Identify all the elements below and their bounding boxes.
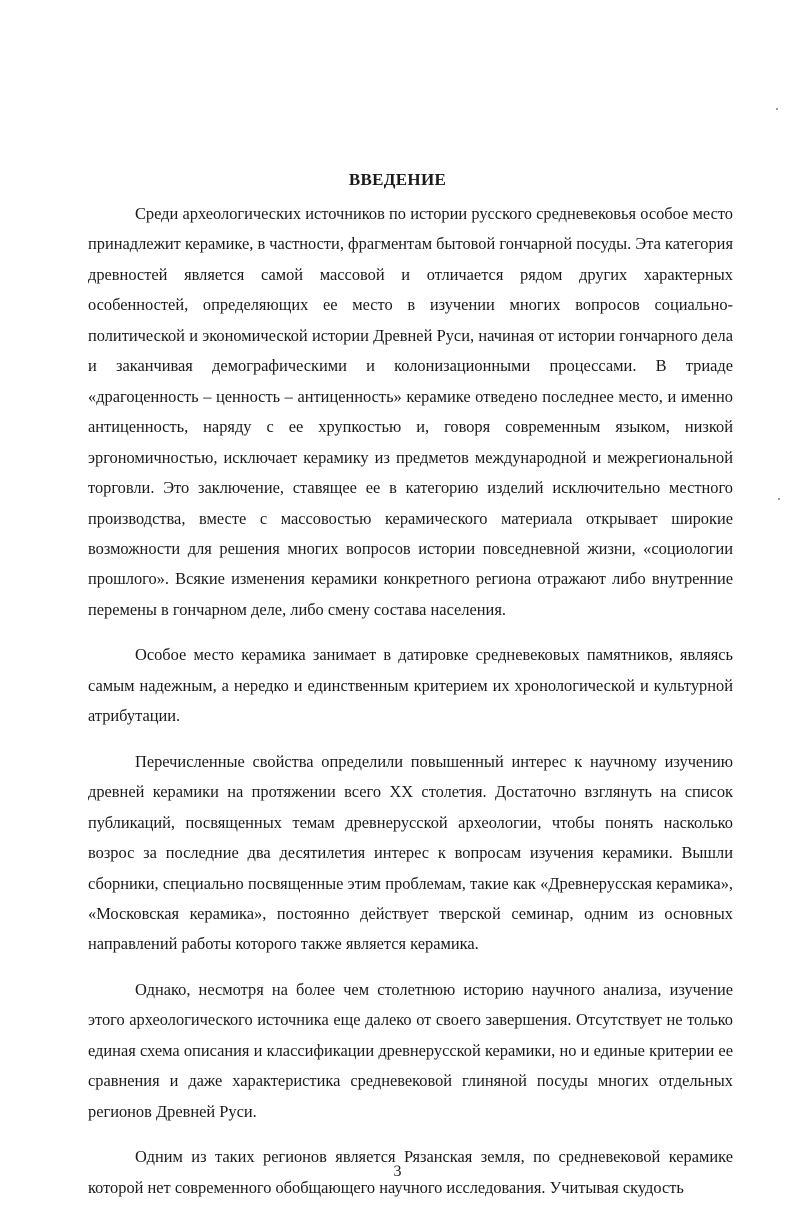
scan-speck <box>776 108 778 110</box>
page-title: ВВЕДЕНИЕ <box>348 170 447 189</box>
paragraph-3: Перечисленные свойства определили повышенный интерес к научному изучению древней керамики на протяжении всего XX столетия. Достаточно взглянуть на список публикаций, посвященных темам древнерусской археологии, чтобы понять насколько возрос за последние два десятилетия интерес к вопросам изучения керамики. Вышли сборники, специально посвященные этим проблемам, такие как «Древнерусская керамика», «Московская керамика», постоянно действует тверской семинар, одним из основных направлений работы которого также является керамика. <box>88 751 733 954</box>
body-text <box>88 199 733 1203</box>
paragraph-5: Одним из таких регионов является Рязанская земля, по средневековой керамике которой нет современного обобщающего научного исследования. Учитывая скудость <box>88 1147 733 1197</box>
paragraph-4: Однако, несмотря на более чем столетнюю историю научного анализа, изучение этого археологического источника еще далеко от своего завершения. Отсутствует не только единая схема описания и классификации древнерусской керамики, но и единые критерии ее сравнения и даже характеристика средневековой глиняной посуды многих отдельных регионов Древней Руси. <box>88 979 733 1121</box>
paragraph-1: Среди археологических источников по истории русского средневековья особое место принадлежит керамике, в частности, фрагментам бытовой гончарной посуды. Эта категория древностей является самой массовой и отличается рядом других характерных особенностей, определяющих ее место в изучении многих вопросов социально-политической и экономической истории Древней Руси, начиная от истории гончарного дела и заканчивая демографическими и колонизационными процессами. В триаде «драгоценность – ценность – антиценность» керамике отведено последнее место, и именно антиценность, наряду с ее хрупкостью и, говоря современным языком, низкой эргономичностью, исключает керамику из предметов международной и межрегиональной торговли. Это заключение, ставящее ее в категорию изделий исключительно местного производства, вместе с массовостью керамического материала открывает широкие возможности для решения многих вопросов истории повседневной жизни, «социологии прошлого». Всякие изменения керамики конкретного региона отражают либо внутренние перемены в гончарном деле, либо смену состава населения. <box>88 204 733 619</box>
page-number: 3 <box>393 1163 402 1180</box>
paragraph-2: Особое место керамика занимает в датировке средневековых памятников, являясь самым надежным, а нередко и единственным критерием их хронологической и культурной атрибутации. <box>88 645 733 726</box>
scan-speck <box>778 498 780 500</box>
